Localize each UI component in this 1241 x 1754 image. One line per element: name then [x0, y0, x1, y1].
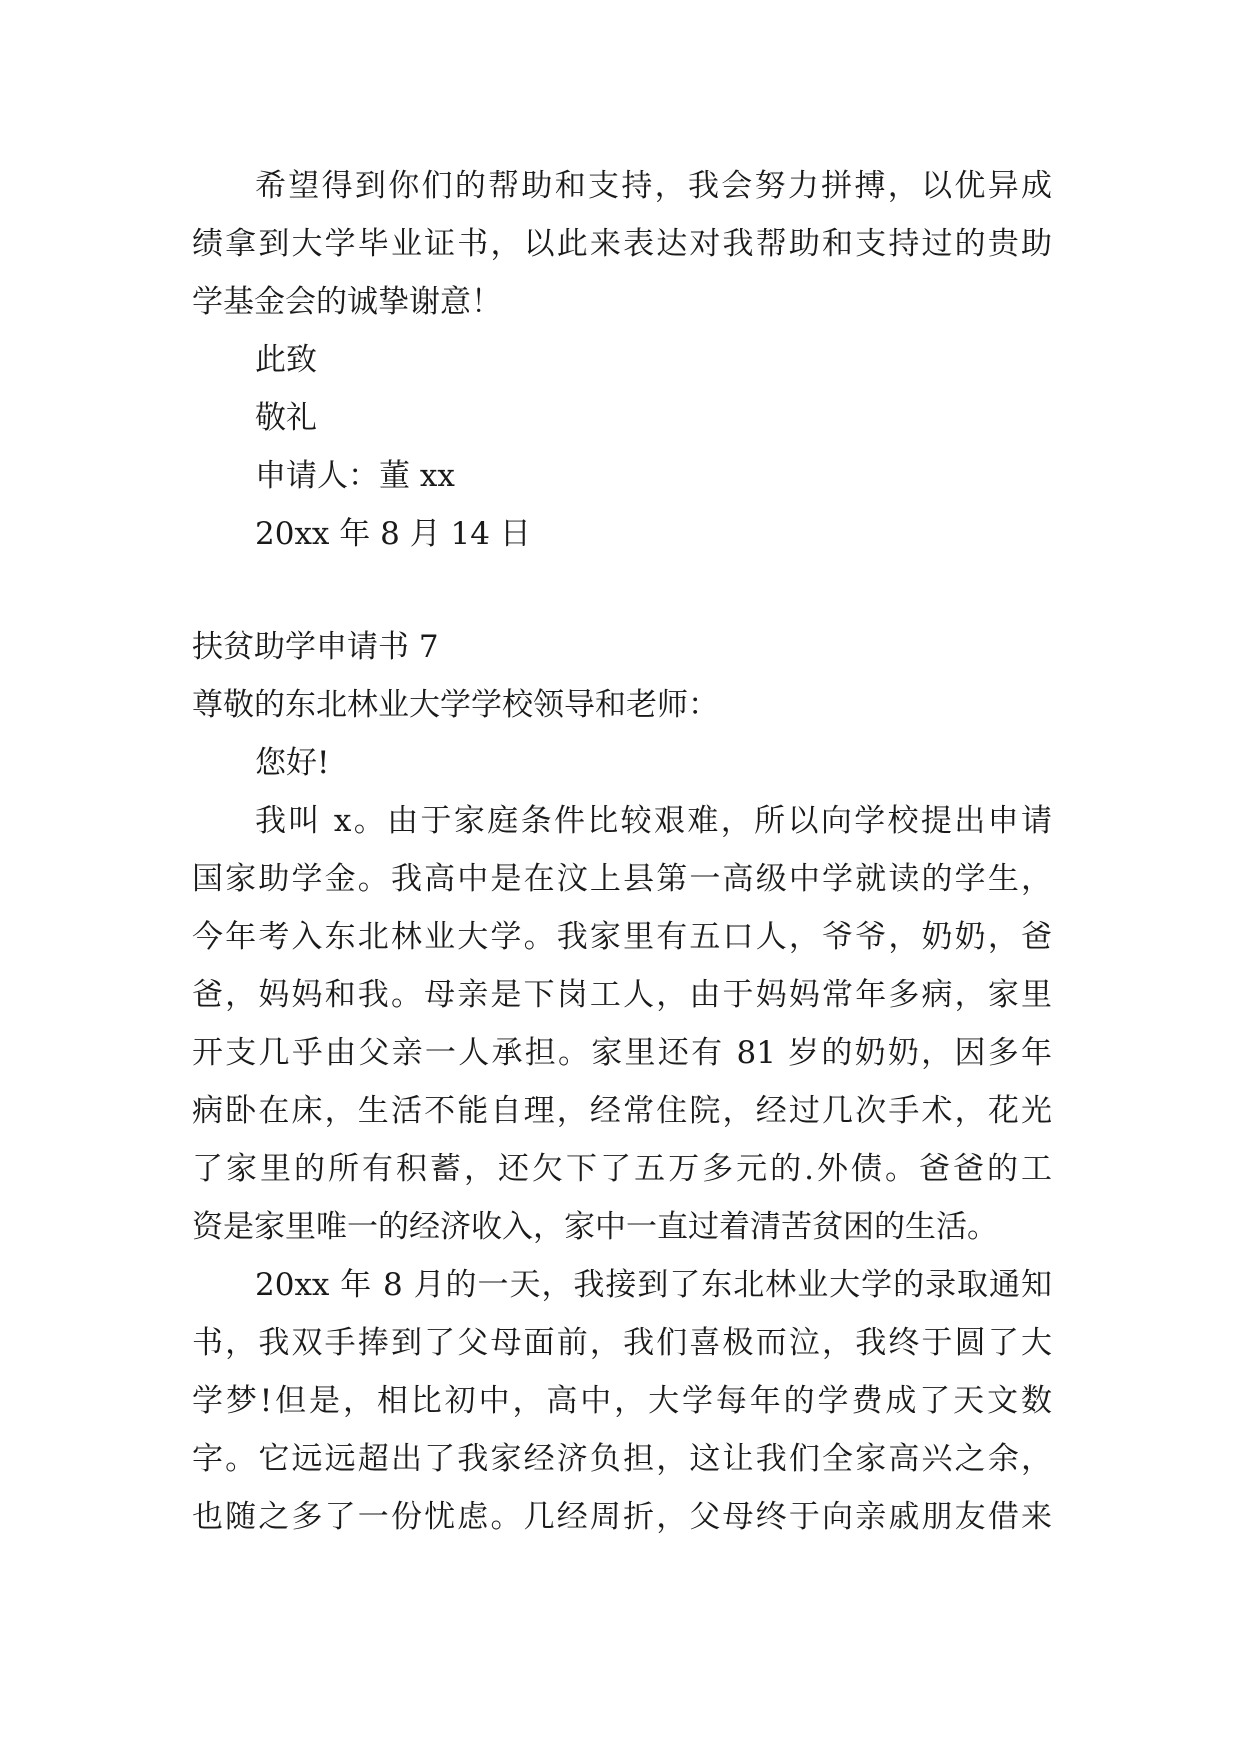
letter-addressee: 尊敬的东北林业大学学校领导和老师：	[192, 687, 719, 723]
closing-salutation: 此致	[255, 342, 317, 378]
paragraph-line: 书，我双手捧到了父母面前，我们喜极而泣，我终于圆了大	[192, 1325, 1052, 1361]
paragraph-line: 资是家里唯一的经济收入，家中一直过着清苦贫困的生活。	[192, 1209, 998, 1245]
letter-greeting: 您好!	[255, 745, 330, 781]
letter-date: 20xx 年 8 月 14 日	[255, 516, 531, 552]
section-title: 扶贫助学申请书 7	[192, 629, 439, 665]
paragraph-line: 绩拿到大学毕业证书，以此来表达对我帮助和支持过的贵助	[192, 226, 1052, 262]
paragraph-line: 爸，妈妈和我。母亲是下岗工人，由于妈妈常年多病，家里	[192, 977, 1052, 1013]
closing-regards: 敬礼	[255, 400, 317, 436]
paragraph-line: 今年考入东北林业大学。我家里有五口人，爷爷，奶奶，爸	[192, 919, 1052, 955]
paragraph-line: 开支几乎由父亲一人承担。家里还有 81 岁的奶奶，因多年	[192, 1035, 1052, 1071]
paragraph-line: 字。它远远超出了我家经济负担，这让我们全家高兴之余，	[192, 1441, 1052, 1477]
applicant-signature: 申请人：董 xx	[255, 458, 455, 494]
paragraph-line: 学基金会的诚挚谢意！	[192, 284, 502, 320]
paragraph-line: 了家里的所有积蓄，还欠下了五万多元的.外债。爸爸的工	[192, 1151, 1052, 1187]
paragraph-line: 20xx 年 8 月的一天，我接到了东北林业大学的录取通知	[255, 1267, 1052, 1303]
paragraph-line: 也随之多了一份忧虑。几经周折，父母终于向亲戚朋友借来	[192, 1499, 1052, 1535]
paragraph-line: 病卧在床，生活不能自理，经常住院，经过几次手术，花光	[192, 1093, 1052, 1129]
paragraph-line: 国家助学金。我高中是在汶上县第一高级中学就读的学生，	[192, 861, 1052, 897]
paragraph-line: 我叫 x。由于家庭条件比较艰难，所以向学校提出申请	[255, 803, 1052, 839]
paragraph-line: 学梦!但是，相比初中，高中，大学每年的学费成了天文数	[192, 1383, 1052, 1419]
paragraph-line: 希望得到你们的帮助和支持，我会努力拼搏，以优异成	[255, 168, 1052, 204]
